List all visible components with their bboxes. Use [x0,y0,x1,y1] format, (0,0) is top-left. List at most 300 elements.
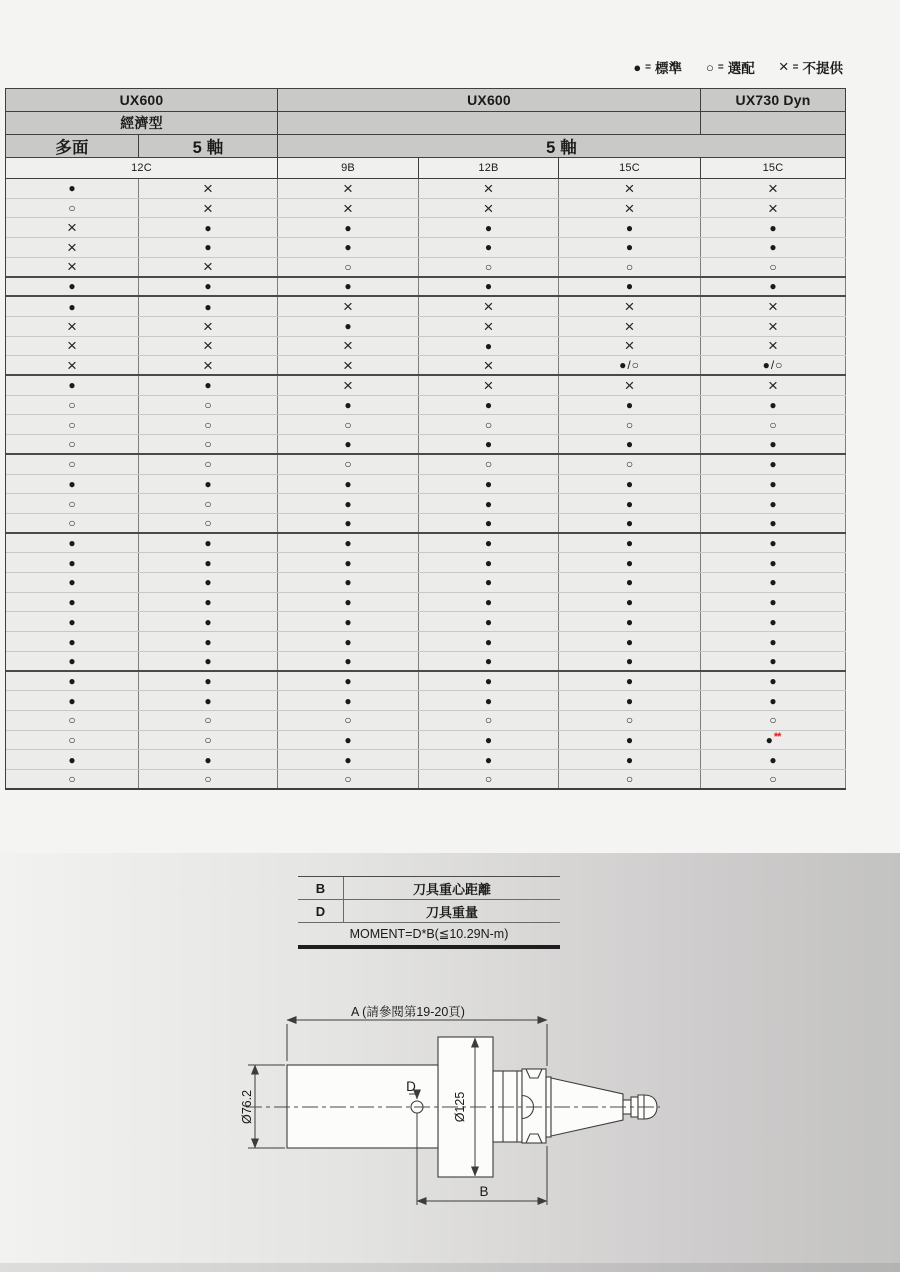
filled-circle-icon: ● [204,653,212,668]
symbol-cell [419,376,559,395]
filled-circle-icon: ● [625,733,634,748]
equals-sign: = [792,61,799,73]
filled-circle-icon: ● [484,752,493,767]
symbol-cell [559,534,701,553]
filled-circle-icon: ● [484,476,493,491]
symbol-cell [139,258,278,276]
filled-circle-icon: ● [344,496,352,511]
cross-icon: × [768,198,778,218]
symbol-cell [559,691,701,710]
filled-circle-icon: ● [769,457,777,472]
symbol-cell [419,691,559,710]
cross-icon: × [203,316,213,336]
symbol-cell [559,711,701,730]
symbol-cell [419,612,559,631]
filled-circle-icon: ● [204,536,212,550]
symbol-cell [139,711,278,730]
symbol-cell [419,672,559,691]
symbol-cell [6,179,139,198]
symbol-cell [278,415,419,434]
open-circle-icon: ○ [484,259,493,274]
table-row [6,297,846,317]
symbol-cell [6,731,139,750]
symbol-cell [419,770,559,788]
legend-not-available-label: 不提供 [802,61,843,76]
symbol-cell [419,632,559,651]
filled-circle-icon: ● [68,378,76,393]
filled-circle-icon: ● [344,733,352,748]
filled-circle-icon: ● [625,653,634,668]
filled-circle-icon: ● [769,693,777,708]
cross-icon: × [343,355,353,375]
filled-circle-icon: ● [625,595,634,610]
symbol-cell [6,494,139,513]
symbol-cell [701,297,846,316]
symbol-cell [139,415,278,434]
symbol-cell [419,258,559,276]
filled-circle-icon: ● [68,693,76,708]
symbol-cell [419,278,559,296]
table-row [6,652,846,672]
symbol-cell [139,731,278,750]
cross-icon: × [483,198,494,218]
symbol-cell [278,376,419,395]
filled-or-open-circle-icon: ●/○ [762,358,784,373]
filled-circle-icon: ● [344,319,352,334]
filled-circle-icon: ● [769,398,777,413]
symbol-cell [278,455,419,474]
symbol-cell [6,356,139,374]
filled-circle-icon: ● [68,555,76,570]
symbol-cell [6,199,139,218]
symbol-cell [139,652,278,670]
symbol-cell [139,672,278,691]
filled-circle-icon: ● [484,279,493,294]
filled-circle-icon: ● [625,496,634,511]
symbol-cell [559,435,701,453]
table-row [6,337,846,357]
symbol-cell [278,770,419,788]
table-row [6,711,846,731]
table-row [6,455,846,475]
open-circle-icon: ○ [204,398,212,413]
filled-circle-icon: ● [344,653,352,668]
symbol-cell [559,396,701,415]
open-circle-icon: ○ [68,436,76,451]
symbol-cell [419,337,559,356]
symbol-cell [559,218,701,237]
symbol-cell [559,612,701,631]
filled-circle-icon: ● [625,634,634,649]
open-circle-icon: ○ [204,496,212,511]
open-circle-icon: ○ [204,417,212,432]
table-row [6,672,846,692]
filled-circle-icon: ● [68,181,76,196]
table-row [6,258,846,278]
symbol-cell [139,297,278,316]
filled-circle-icon: ● [625,515,634,530]
symbol-cell [701,258,846,276]
symbol-cell [559,475,701,494]
symbol-cell [139,534,278,553]
symbol-cell [6,711,139,730]
symbol-cell [139,514,278,532]
filled-circle-icon: ● [204,752,212,767]
filled-circle-icon: ● [204,614,212,629]
filled-circle-icon: ● [484,515,493,530]
moment-value-d: 刀具重量 [425,904,478,920]
symbol-cell [139,632,278,651]
symbol-cell [419,534,559,553]
open-circle-icon: ○ [484,713,493,728]
symbol-cell [6,435,139,453]
symbol-cell [6,455,139,474]
filled-circle-icon: ● [344,614,352,629]
filled-circle-icon: ● [204,279,212,294]
empty-header-cell [278,112,701,134]
symbol-cell [701,278,846,296]
symbol-cell [559,652,701,670]
filled-circle-icon: ● [68,575,76,590]
open-circle-icon: ○ [344,417,352,432]
filled-circle-icon: ● [344,575,352,590]
symbol-cell [701,632,846,651]
table-row [6,553,846,573]
symbol-cell [6,750,139,769]
symbol-cell [559,258,701,276]
symbol-cell [278,632,419,651]
cross-icon: × [768,297,778,317]
filled-circle-icon: ● [633,59,642,75]
symbol-cell [6,553,139,572]
filled-circle-icon: ● [769,240,777,255]
cross-icon: × [343,297,353,317]
filled-circle-icon: ● [344,515,352,530]
filled-circle-icon: ● [68,279,76,294]
dim-d76-label: Ø76.2 [240,1089,254,1125]
cross-icon: × [768,316,778,336]
table-row [6,731,846,751]
symbol-cell [6,593,139,612]
open-circle-icon: ○ [769,771,777,786]
symbol-cell [701,218,846,237]
symbol-cell [559,179,701,198]
filled-circle-icon: ● [484,220,493,235]
symbol-cell [559,514,701,532]
symbol-cell [6,297,139,316]
symbol-cell [701,238,846,257]
open-circle-icon: ○ [625,713,634,728]
cross-icon: × [343,198,353,218]
filled-circle-icon: ● [484,536,493,550]
cross-icon: × [67,237,77,257]
symbol-cell [278,514,419,532]
filled-circle-icon: ● [204,299,212,314]
filled-circle-icon: ● [625,614,634,629]
cross-icon: × [483,355,494,375]
symbol-cell [278,553,419,572]
table-row [6,415,846,435]
symbol-cell [559,297,701,316]
symbol-cell [139,199,278,218]
filled-circle-icon: ● [765,733,773,748]
symbol-cell [559,770,701,788]
filled-circle-icon: ● [625,476,634,491]
filled-circle-icon: ● [625,279,634,294]
symbol-cell [559,593,701,612]
model-header-ux730dyn: UX730 Dyn [701,89,846,111]
open-circle-icon: ○ [769,713,777,728]
legend [633,57,843,77]
filled-circle-icon: ● [484,240,493,255]
symbol-cell [559,415,701,434]
filled-circle-icon: ● [769,595,777,610]
open-circle-icon: ○ [204,713,212,728]
cross-icon: × [343,178,353,198]
footnote-asterisks: ** [773,730,781,743]
symbol-cell [139,238,278,257]
variant-15c-ux730: 15C [701,158,846,178]
filled-circle-icon: ● [769,515,777,530]
open-circle-icon: ○ [68,515,76,530]
open-circle-icon: ○ [68,496,76,511]
moment-key-d: D [298,900,344,922]
symbol-cell [139,475,278,494]
filled-circle-icon: ● [484,555,493,570]
filled-circle-icon: ● [484,496,493,511]
filled-circle-icon: ● [625,536,634,550]
symbol-cell [701,672,846,691]
filled-circle-icon: ● [68,476,76,491]
symbol-cell [701,612,846,631]
open-circle-icon: ○ [344,771,352,786]
symbol-cell [139,573,278,592]
cross-icon: × [67,257,77,277]
cross-icon: × [67,218,77,238]
symbol-cell [139,612,278,631]
filled-circle-icon: ● [769,436,777,451]
symbol-cell [139,356,278,374]
open-circle-icon: ○ [484,457,493,472]
filled-circle-icon: ● [484,673,493,688]
filled-circle-icon: ● [769,476,777,491]
table-row [6,179,846,199]
filled-circle-icon: ● [625,240,634,255]
open-circle-icon: ○ [68,417,76,432]
table-row [6,632,846,652]
cross-icon: × [778,57,789,76]
open-circle-icon: ○ [625,771,634,786]
symbol-cell [6,612,139,631]
symbol-cell [701,573,846,592]
filled-circle-icon: ● [204,378,212,393]
symbol-cell [6,337,139,356]
filled-circle-icon: ● [625,220,634,235]
model-header-ux600: UX600 [278,89,701,111]
filled-circle-icon: ● [484,693,493,708]
spec-table [5,88,846,790]
cross-icon: × [67,316,77,336]
filled-circle-icon: ● [204,673,212,688]
table-row [6,534,846,554]
symbol-cell [419,475,559,494]
table-row [6,199,846,219]
cross-icon: × [203,198,213,218]
symbol-cell [701,534,846,553]
symbol-cell [559,199,701,218]
symbol-cell [559,376,701,395]
symbol-cell [701,475,846,494]
filled-circle-icon: ● [344,752,352,767]
filled-circle-icon: ● [344,476,352,491]
symbol-cell [701,455,846,474]
symbol-cell [701,415,846,434]
symbol-cell [6,278,139,296]
open-circle-icon: ○ [204,733,212,748]
filled-circle-icon: ● [68,634,76,649]
symbol-cell [419,317,559,336]
filled-circle-icon: ● [344,536,352,550]
symbol-cell [278,612,419,631]
cross-icon: × [203,336,213,356]
double-rule [298,945,560,949]
filled-circle-icon: ● [204,476,212,491]
filled-circle-icon: ● [484,653,493,668]
symbol-cell [278,711,419,730]
symbol-cell [278,750,419,769]
symbol-cell [278,475,419,494]
filled-circle-icon: ● [769,614,777,629]
filled-circle-icon: ● [625,436,634,451]
symbol-cell [278,356,419,374]
symbol-cell [278,494,419,513]
filled-circle-icon: ● [344,279,352,294]
symbol-cell [419,553,559,572]
cross-icon: × [624,375,635,395]
cross-icon: × [768,178,778,198]
symbol-cell [6,415,139,434]
economy-type-label: 經濟型 [6,112,278,134]
symbol-cell [6,218,139,237]
symbol-cell [6,396,139,415]
dim-d125-label: Ø125 [453,1091,467,1123]
legend-standard [633,57,682,77]
d-label: D [406,1079,416,1094]
filled-circle-icon: ● [625,673,634,688]
open-circle-icon: ○ [68,201,76,216]
filled-circle-icon: ● [769,653,777,668]
filled-circle-icon: ● [769,673,777,688]
open-circle-icon: ○ [204,771,212,786]
symbol-cell [701,435,846,453]
filled-circle-icon: ● [204,240,212,255]
variant-15c: 15C [559,158,701,178]
empty-header-cell [701,112,846,134]
symbol-cell [278,317,419,336]
symbol-cell [6,475,139,494]
symbol-cell [559,278,701,296]
symbol-cell [559,672,701,691]
open-circle-icon: ○ [68,713,76,728]
dim-a-label: A (請參閱第19-20頁) [351,1005,465,1019]
legend-standard-label: 標準 [655,61,683,76]
filled-circle-icon: ● [204,575,212,590]
moment-table [298,876,560,949]
filled-circle-icon: ● [484,575,493,590]
symbol-cell [139,337,278,356]
symbol-cell [701,179,846,198]
table-row [6,494,846,514]
cross-icon: × [768,336,778,356]
open-circle-icon: ○ [484,771,493,786]
symbol-cell [559,632,701,651]
axis-header-row [6,135,846,158]
cross-icon: × [483,316,494,336]
symbol-cell [6,258,139,276]
cross-icon: × [483,375,494,395]
filled-circle-icon: ● [769,536,777,550]
symbol-cell [701,337,846,356]
symbol-cell [139,317,278,336]
symbol-cell [6,534,139,553]
filled-circle-icon: ● [484,733,493,748]
filled-circle-icon: ● [68,595,76,610]
open-circle-icon: ○ [68,398,76,413]
filled-circle-icon: ● [344,436,352,451]
filled-circle-icon: ● [344,673,352,688]
symbol-cell [701,317,846,336]
table-row [6,691,846,711]
symbol-cell [701,199,846,218]
symbol-cell [6,652,139,670]
filled-circle-icon: ● [769,496,777,511]
symbol-cell [559,573,701,592]
cross-icon: × [483,178,494,198]
symbol-cell [278,297,419,316]
open-circle-icon: ○ [625,259,634,274]
table-row [6,238,846,258]
table-row [6,317,846,337]
symbol-cell [139,376,278,395]
symbol-cell [419,179,559,198]
symbol-cell [419,514,559,532]
filled-circle-icon: ● [484,398,493,413]
symbol-cell [559,317,701,336]
table-row [6,612,846,632]
open-circle-icon: ○ [769,417,777,432]
symbol-cell [139,455,278,474]
symbol-cell [278,691,419,710]
symbol-cell [559,731,701,750]
symbol-cell [139,593,278,612]
filled-circle-icon: ● [204,693,212,708]
symbol-cell [559,337,701,356]
symbol-cell [701,356,846,374]
symbol-cell [419,218,559,237]
symbol-cell [701,731,846,750]
symbol-cell [419,356,559,374]
open-circle-icon: ○ [204,457,212,472]
symbol-cell [6,672,139,691]
open-circle-icon: ○ [625,417,634,432]
symbol-cell [559,238,701,257]
cross-icon: × [483,297,494,317]
model-header-row [6,89,846,112]
filled-circle-icon: ● [625,693,634,708]
filled-circle-icon: ● [204,220,212,235]
symbol-cell [139,691,278,710]
open-circle-icon: ○ [204,515,212,530]
